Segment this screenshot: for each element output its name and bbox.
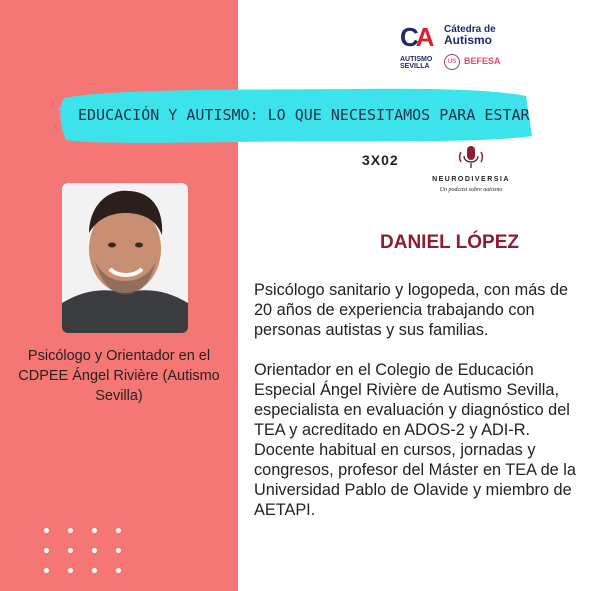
us-logo: US [444,54,460,70]
podcast-logo [428,144,514,200]
partner-logos [400,54,520,72]
logo-line-1: Cátedra de [444,24,496,35]
logo-line-2: Autismo [444,33,492,47]
microphone-icon [458,144,484,170]
befesa-logo: BEFESA [464,56,501,66]
banner-title: EDUCACIÓN Y AUTISMO: LO QUE NECESITAMOS PARA ESTAR [78,106,530,124]
guest-photo [62,183,188,333]
podcast-name: NEURODIVERSIA [432,176,510,183]
autismo-sevilla-logo: AUTISMO SEVILLA [400,56,433,70]
guest-portrait-illustration [62,183,188,333]
bio-paragraph-2: Orientador en el Colegio de Educación Especial Ángel Rivière de Autismo Sevilla, especialista en evaluación y diagnóstico del TEA y acreditado en ADOS-2 y ADI-R. Docente habitual en cursos, jornadas y congresos, profesor del Máster en TEA de la Universidad Pablo de Olavide y miembro de AETAPI. [254,361,576,519]
guest-caption: Psicólogo y Orientador en el CDPEE Ángel Rivière (Autismo Sevilla) [18,348,220,404]
decorative-dots [44,528,124,588]
catedra-autismo-logo [400,20,520,74]
ca-logo-mark: CA [400,22,432,52]
title-banner [56,86,534,146]
guest-name: DANIEL LÓPEZ [380,232,519,253]
podcast-tagline: Un podcast sobre autismo [439,187,503,193]
bio-paragraph-1: Psicólogo sanitario y logopeda, con más de 20 años de experiencia trabajando con personas autistas y sus familias. [254,281,569,339]
guest-bio [254,280,584,540]
episode-number: 3X02 [362,152,399,168]
